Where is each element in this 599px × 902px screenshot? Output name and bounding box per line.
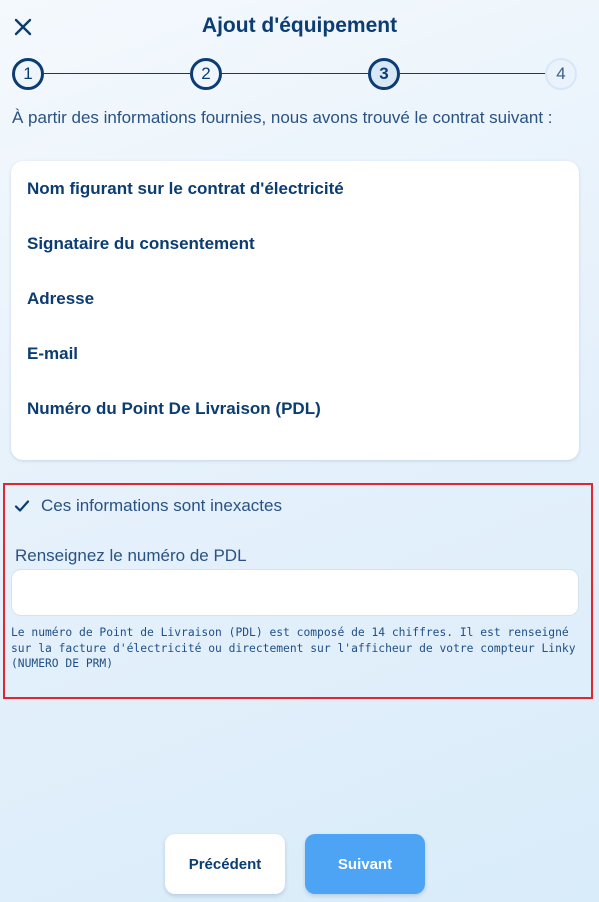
next-button[interactable]: Suivant (305, 834, 425, 894)
pdl-help-text: Le numéro de Point de Livraison (PDL) est composé de 14 chiffres. Il est renseigné sur la facture d'électricité ou directement sur l'afficheur de votre compteur Linky (NUMERO DE PRM) (11, 626, 576, 670)
pdl-number-label: Numéro du Point De Livraison (PDL) (27, 399, 321, 418)
contract-card (11, 161, 579, 460)
pdl-input[interactable] (11, 569, 579, 616)
consent-signatory-label: Signataire du consentement (27, 234, 255, 253)
contract-name-label: Nom figurant sur le contrat d'électricité (27, 179, 344, 198)
email-label: E-mail (27, 344, 79, 363)
step-1: 1 (12, 58, 44, 90)
inaccurate-info-label: Ces informations sont inexactes (41, 496, 282, 515)
step-2: 2 (190, 58, 222, 90)
step-4: 4 (545, 58, 577, 90)
pdl-input-label: Renseignez le numéro de PDL (15, 546, 247, 565)
step-3: 3 (368, 58, 400, 90)
step-connector (44, 73, 190, 74)
step-connector (400, 73, 546, 74)
address-label: Adresse (27, 289, 95, 308)
previous-button[interactable]: Précédent (165, 834, 285, 894)
stepper (0, 56, 599, 92)
intro-text: À partir des informations fournies, nous avons trouvé le contrat suivant : (12, 108, 553, 127)
step-connector (222, 73, 368, 74)
checkmark-icon (13, 497, 31, 515)
inaccurate-info-checkbox[interactable] (12, 496, 32, 516)
inaccurate-info-checkbox-row[interactable] (12, 496, 282, 516)
page-title: Ajout d'équipement (201, 14, 398, 37)
